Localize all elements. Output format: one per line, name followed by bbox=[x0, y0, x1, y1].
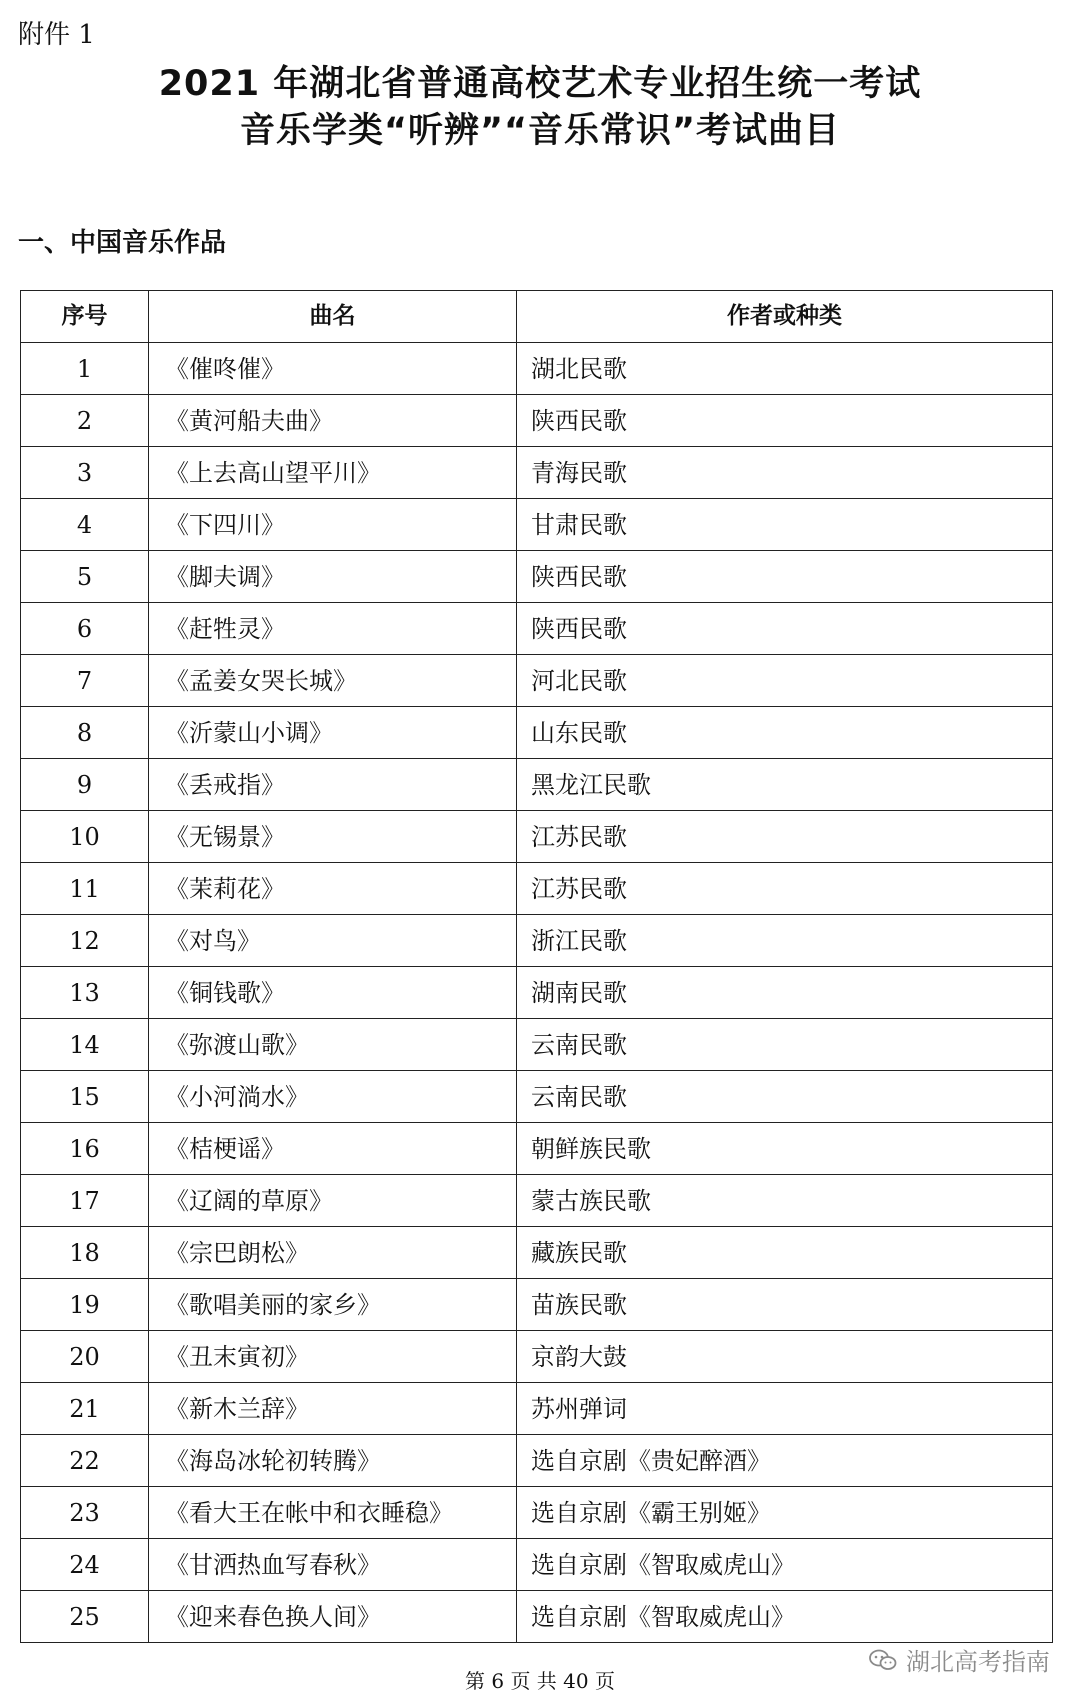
song-title: 《弥渡山歌》 bbox=[149, 1019, 517, 1071]
table-header-row bbox=[21, 291, 1053, 343]
author-or-type: 黑龙江民歌 bbox=[517, 759, 1053, 811]
row-number: 5 bbox=[21, 551, 149, 603]
song-title: 《甘洒热血写春秋》 bbox=[149, 1539, 517, 1591]
author-or-type: 蒙古族民歌 bbox=[517, 1175, 1053, 1227]
author-or-type: 选自京剧《智取威虎山》 bbox=[517, 1591, 1053, 1643]
song-title: 《下四川》 bbox=[149, 499, 517, 551]
table-row bbox=[21, 1019, 1053, 1071]
song-title: 《黄河船夫曲》 bbox=[149, 395, 517, 447]
table-row bbox=[21, 655, 1053, 707]
table-row bbox=[21, 967, 1053, 1019]
row-number: 12 bbox=[21, 915, 149, 967]
row-number: 14 bbox=[21, 1019, 149, 1071]
table-row bbox=[21, 1123, 1053, 1175]
row-number: 6 bbox=[21, 603, 149, 655]
song-title: 《小河淌水》 bbox=[149, 1071, 517, 1123]
author-or-type: 江苏民歌 bbox=[517, 863, 1053, 915]
author-or-type: 山东民歌 bbox=[517, 707, 1053, 759]
row-number: 22 bbox=[21, 1435, 149, 1487]
row-number: 11 bbox=[21, 863, 149, 915]
row-number: 2 bbox=[21, 395, 149, 447]
song-title: 《新木兰辞》 bbox=[149, 1383, 517, 1435]
page-footer: 第 6 页 共 40 页 bbox=[465, 1669, 615, 1693]
song-title: 《脚夫调》 bbox=[149, 551, 517, 603]
row-number: 21 bbox=[21, 1383, 149, 1435]
songs-table bbox=[20, 290, 1053, 1643]
header-number: 序号 bbox=[21, 291, 149, 343]
author-or-type: 陕西民歌 bbox=[517, 603, 1053, 655]
row-number: 3 bbox=[21, 447, 149, 499]
table-row bbox=[21, 1071, 1053, 1123]
author-or-type: 湖南民歌 bbox=[517, 967, 1053, 1019]
table-row bbox=[21, 1227, 1053, 1279]
table-row bbox=[21, 915, 1053, 967]
song-title: 《桔梗谣》 bbox=[149, 1123, 517, 1175]
row-number: 19 bbox=[21, 1279, 149, 1331]
table-row bbox=[21, 707, 1053, 759]
table-row bbox=[21, 499, 1053, 551]
song-title: 《丑末寅初》 bbox=[149, 1331, 517, 1383]
row-number: 8 bbox=[21, 707, 149, 759]
row-number: 7 bbox=[21, 655, 149, 707]
song-title: 《迎来春色换人间》 bbox=[149, 1591, 517, 1643]
table-row bbox=[21, 811, 1053, 863]
table-row bbox=[21, 447, 1053, 499]
song-title: 《催咚催》 bbox=[149, 343, 517, 395]
row-number: 18 bbox=[21, 1227, 149, 1279]
song-title: 《无锡景》 bbox=[149, 811, 517, 863]
document-title-line1: 2021 年湖北省普通高校艺术专业招生统一考试 bbox=[158, 64, 922, 104]
section-heading: 一、中国音乐作品 bbox=[18, 228, 227, 258]
table-row bbox=[21, 1383, 1053, 1435]
row-number: 9 bbox=[21, 759, 149, 811]
song-title: 《辽阔的草原》 bbox=[149, 1175, 517, 1227]
author-or-type: 陕西民歌 bbox=[517, 395, 1053, 447]
author-or-type: 湖北民歌 bbox=[517, 343, 1053, 395]
author-or-type: 青海民歌 bbox=[517, 447, 1053, 499]
row-number: 16 bbox=[21, 1123, 149, 1175]
table-row bbox=[21, 759, 1053, 811]
author-or-type: 甘肃民歌 bbox=[517, 499, 1053, 551]
author-or-type: 选自京剧《贵妃醉酒》 bbox=[517, 1435, 1053, 1487]
song-title: 《歌唱美丽的家乡》 bbox=[149, 1279, 517, 1331]
wechat-icon bbox=[868, 1648, 898, 1672]
song-title: 《茉莉花》 bbox=[149, 863, 517, 915]
row-number: 20 bbox=[21, 1331, 149, 1383]
song-title: 《对鸟》 bbox=[149, 915, 517, 967]
row-number: 1 bbox=[21, 343, 149, 395]
row-number: 25 bbox=[21, 1591, 149, 1643]
author-or-type: 选自京剧《智取威虎山》 bbox=[517, 1539, 1053, 1591]
table-row bbox=[21, 343, 1053, 395]
header-title: 曲名 bbox=[149, 291, 517, 343]
author-or-type: 选自京剧《霸王别姬》 bbox=[517, 1487, 1053, 1539]
table-row bbox=[21, 1175, 1053, 1227]
table-row bbox=[21, 551, 1053, 603]
table-row bbox=[21, 1539, 1053, 1591]
row-number: 23 bbox=[21, 1487, 149, 1539]
song-title: 《赶牲灵》 bbox=[149, 603, 517, 655]
author-or-type: 陕西民歌 bbox=[517, 551, 1053, 603]
song-title: 《海岛冰轮初转腾》 bbox=[149, 1435, 517, 1487]
table-row bbox=[21, 1331, 1053, 1383]
song-title: 《孟姜女哭长城》 bbox=[149, 655, 517, 707]
attachment-label: 附件 1 bbox=[18, 20, 95, 50]
table-row bbox=[21, 863, 1053, 915]
row-number: 24 bbox=[21, 1539, 149, 1591]
table-row bbox=[21, 1435, 1053, 1487]
document-title-line2: 音乐学类“听辨”“音乐常识”考试曲目 bbox=[239, 111, 840, 151]
row-number: 15 bbox=[21, 1071, 149, 1123]
table-row bbox=[21, 1487, 1053, 1539]
table-row bbox=[21, 395, 1053, 447]
author-or-type: 河北民歌 bbox=[517, 655, 1053, 707]
header-author-or-type: 作者或种类 bbox=[517, 291, 1053, 343]
author-or-type: 江苏民歌 bbox=[517, 811, 1053, 863]
author-or-type: 云南民歌 bbox=[517, 1071, 1053, 1123]
song-title: 《宗巴朗松》 bbox=[149, 1227, 517, 1279]
song-title: 《丢戒指》 bbox=[149, 759, 517, 811]
song-title: 《沂蒙山小调》 bbox=[149, 707, 517, 759]
table-row bbox=[21, 603, 1053, 655]
row-number: 17 bbox=[21, 1175, 149, 1227]
author-or-type: 浙江民歌 bbox=[517, 915, 1053, 967]
row-number: 4 bbox=[21, 499, 149, 551]
song-title: 《看大王在帐中和衣睡稳》 bbox=[149, 1487, 517, 1539]
author-or-type: 藏族民歌 bbox=[517, 1227, 1053, 1279]
author-or-type: 苏州弹词 bbox=[517, 1383, 1053, 1435]
song-title: 《上去高山望平川》 bbox=[149, 447, 517, 499]
author-or-type: 云南民歌 bbox=[517, 1019, 1053, 1071]
watermark-text: 湖北高考指南 bbox=[906, 1648, 1050, 1676]
song-title: 《铜钱歌》 bbox=[149, 967, 517, 1019]
author-or-type: 朝鲜族民歌 bbox=[517, 1123, 1053, 1175]
row-number: 13 bbox=[21, 967, 149, 1019]
author-or-type: 苗族民歌 bbox=[517, 1279, 1053, 1331]
table-row bbox=[21, 1279, 1053, 1331]
author-or-type: 京韵大鼓 bbox=[517, 1331, 1053, 1383]
table-row bbox=[21, 1591, 1053, 1643]
watermark bbox=[868, 1642, 1050, 1677]
row-number: 10 bbox=[21, 811, 149, 863]
